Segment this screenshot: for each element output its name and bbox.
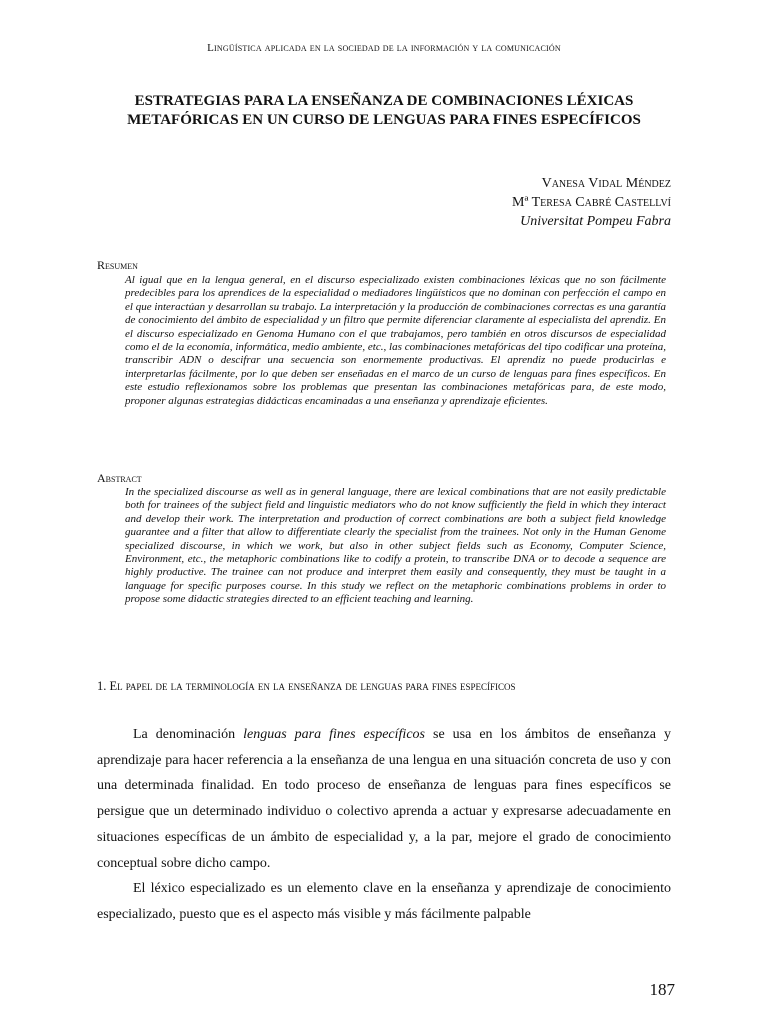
author-2: Mª Teresa Cabré Castellví (512, 195, 671, 210)
body-text (97, 722, 671, 928)
paragraph-2: El léxico especializado es un elemento clave en la enseñanza y aprendizaje de conocimiento especializado, puesto que es el aspecto más visible y más fácilmente palpable (97, 881, 671, 922)
section-title: 1. El papel de la terminología en la enseñanza de lenguas para fines específicos (97, 679, 516, 693)
author-1: Vanesa Vidal Méndez (541, 176, 671, 191)
resumen-text: Al igual que en la lengua general, en el discurso especializado existen combinaciones léxicas que no son fácilmente predecibles para los aprendices de la especialidad o mediadores lingüísticos que no dominan con perfección el campo en el que interactúan y desarrollan su trabajo. La interpretación y la producción de combinaciones correctas es una garantía de conocimiento del ámbito de especialidad y un filtro que permite diferenciar claramente al especialista del aprendiz. En el discurso especializado en Genoma Humano con el que trabajamos, pero también en otros discursos de especialidad como el de la economía, informática, medio ambiente, etc., las combinaciones metafóricas del tipo codificar una proteína, transcribir ADN o descifrar una secuencia son enormemente productivas. El aprendiz no puede producirlas e interpretarlas fácilmente, por lo que deben ser enseñadas en el marco de un curso de lenguas para fines específicos. En este estudio reflexionamos sobre los problemas que presentan las combinaciones metafóricas para, de este modo, proponer algunas estrategias didácticas encaminadas a una enseñanza y aprendizaje eficientes. (125, 274, 666, 407)
p1-text-end: se usa en los ámbitos de enseñanza y aprendizaje para hacer referencia a la enseñanza de una lengua en una situación concreta de uso y con una determinada finalidad. En todo proceso de enseñanza de lenguas para fines específicos se persigue que un determinado individuo o colectivo aprenda a actuar y expresarse adecuadamente en situaciones específicas de un ámbito de especialidad y, a la par, mejore el grado de conocimiento conceptual sobre dicho campo. (97, 727, 671, 871)
affiliation: Universitat Pompeu Fabra (520, 214, 671, 229)
resumen-heading: Resumen (97, 258, 138, 272)
paragraph-1 (97, 722, 671, 876)
author-block (512, 174, 671, 231)
abstract-heading: Abstract (97, 471, 142, 485)
title-line-1: ESTRATEGIAS PARA LA ENSEÑANZA DE COMBINACIONES LÉXICAS (134, 93, 634, 109)
p1-text-start: La denominación (133, 727, 244, 742)
abstract-text: In the specialized discourse as well as in general language, there are lexical combinations that are not easily predictable both for trainees of the subject field and linguistic mediators who do not know sufficiently the field in which they interact and develop their work. The interpretation and production of correct combinations are both a subject field knowledge guarantee and a filter that allow to differentiate clearly the specialist from the trainees. Not only in the Human Genome specialized discourse, in which we work, but also in other subject fields such as Economy, Computer Science, Environment, etc., the metaphoric combinations like to codify a protein, to transcribe DNA or to decode a sequence are highly productive. The trainee can not produce and interpret them easily and consequently, they must be taught in a language for specific purposes course. In this study we reflect on the metaphoric combinations problems in order to propose some didactic strategies directed to an efficient teaching and learning. (125, 486, 666, 606)
paper-title (60, 92, 708, 130)
running-header: Lingüística aplicada en la sociedad de la información y la comunicación (207, 42, 561, 54)
p1-italic-term: lenguas para fines específicos (243, 727, 425, 742)
page-number: 187 (649, 980, 675, 999)
title-line-2: METAFÓRICAS EN UN CURSO DE LENGUAS PARA FINES ESPECÍFICOS (127, 112, 641, 128)
